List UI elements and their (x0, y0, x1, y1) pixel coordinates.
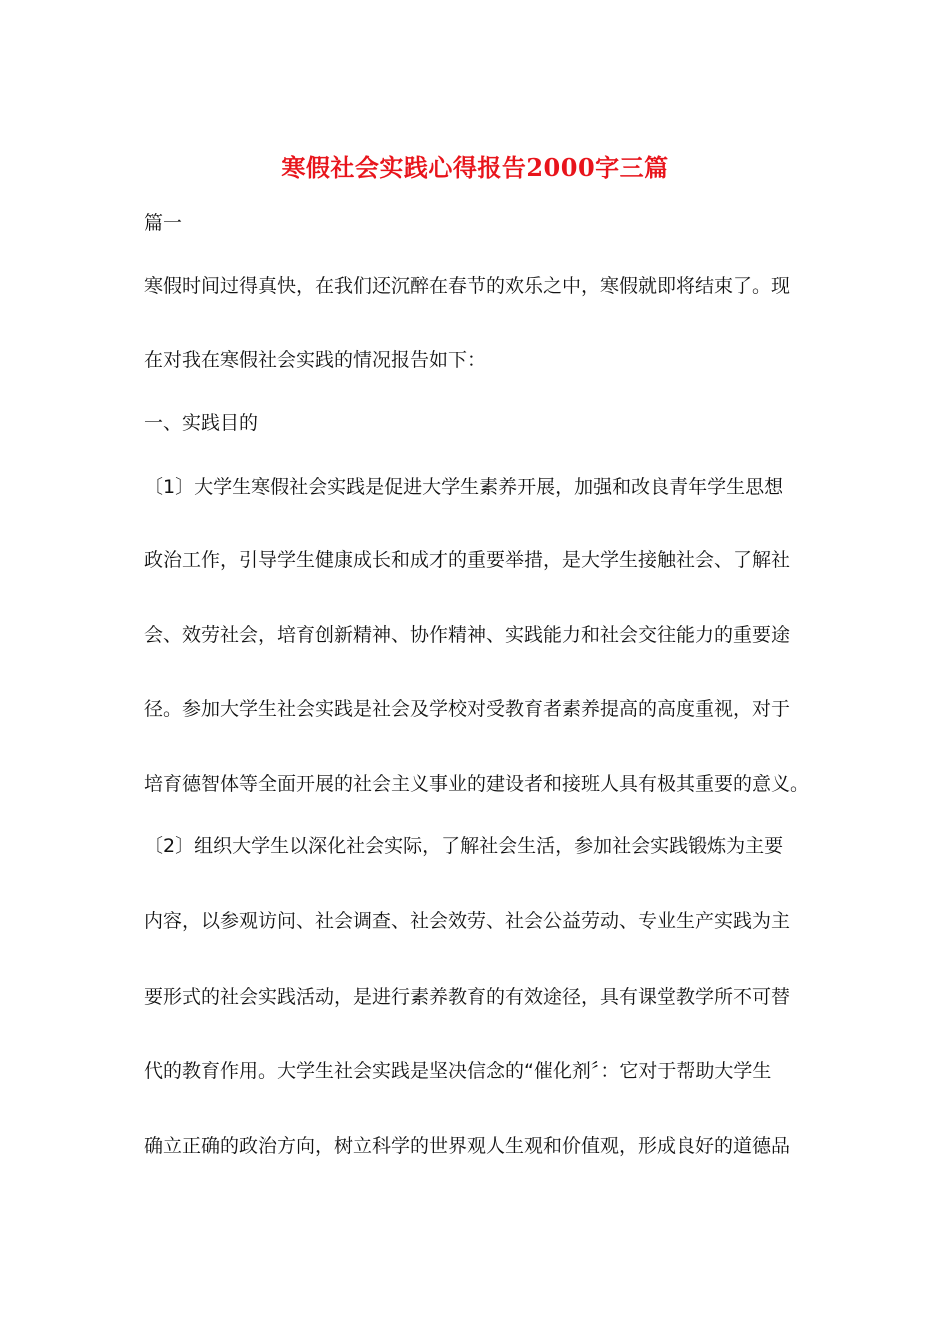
paragraph-line: 在对我在寒假社会实践的情况报告如下： (144, 349, 487, 371)
paragraph-line: 内容，以参观访问、社会调查、社会效劳、社会公益劳动、专业生产实践为主 (144, 910, 791, 932)
paragraph-line: 〔1〕大学生寒假社会实践是促进大学生素养开展，加强和改良青年学生思想 (144, 476, 784, 498)
paragraph-line: 培育德智体等全面开展的社会主义事业的建设者和接班人具有极其重要的意义。 (144, 773, 810, 795)
paragraph-line: 要形式的社会实践活动，是进行素养教育的有效途径，具有课堂教学所不可替 (144, 986, 791, 1008)
paragraph-line: 〔2〕组织大学生以深化社会实际，了解社会生活，参加社会实践锻炼为主要 (144, 835, 784, 857)
paragraph-line: 确立正确的政治方向，树立科学的世界观人生观和价值观，形成良好的道德品 (144, 1135, 791, 1157)
section-heading: 篇一 (144, 212, 183, 234)
paragraph-line: 会、效劳社会，培育创新精神、协作精神、实践能力和社会交往能力的重要途 (144, 624, 791, 646)
paragraph-line: 径。参加大学生社会实践是社会及学校对受教育者素养提高的高度重视，对于 (144, 698, 791, 720)
paragraph-line: 寒假时间过得真快，在我们还沉醉在春节的欢乐之中，寒假就即将结束了。现 (144, 275, 791, 297)
paragraph-line: 代的教育作用。大学生社会实践是坚决信念的“催化剂〞：它对于帮助大学生 (144, 1060, 772, 1082)
document-title: 寒假社会实践心得报告2000字三篇 (281, 153, 669, 182)
paragraph-line: 政治工作，引导学生健康成长和成才的重要举措，是大学生接触社会、了解社 (144, 549, 791, 571)
paragraph-line: 一、实践目的 (144, 412, 259, 434)
